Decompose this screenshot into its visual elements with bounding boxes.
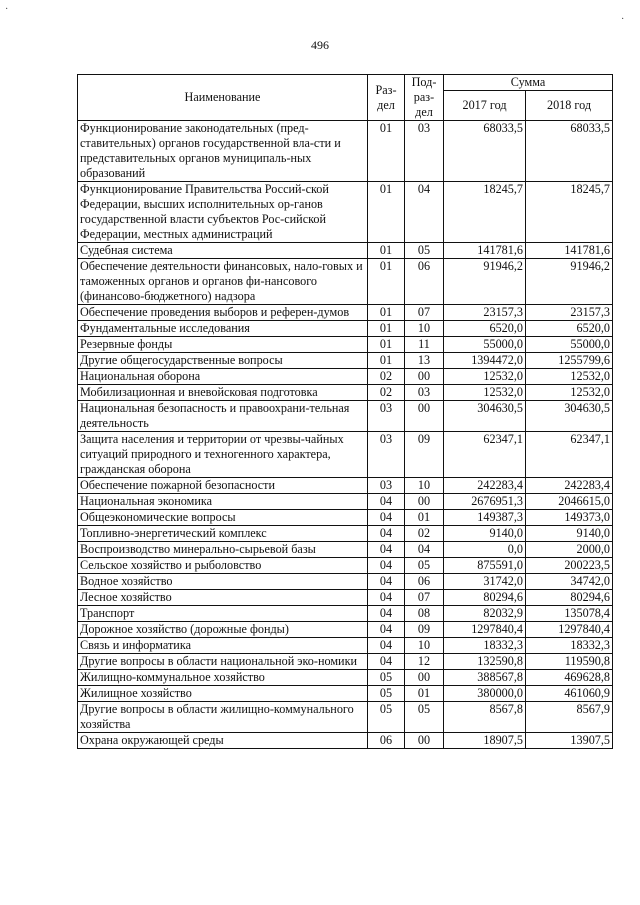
row-sum-2018: 149373,0 xyxy=(526,510,613,526)
row-sum-2017: 12532,0 xyxy=(444,369,526,385)
row-podrazdel: 08 xyxy=(405,606,444,622)
header-sum: Сумма xyxy=(444,75,613,91)
row-sum-2018: 2046615,0 xyxy=(526,494,613,510)
row-podrazdel: 05 xyxy=(405,702,444,733)
row-razdel: 01 xyxy=(368,121,405,182)
row-razdel: 03 xyxy=(368,432,405,478)
table-row xyxy=(78,478,613,494)
row-name: Мобилизационная и вневойсковая подготовка xyxy=(78,385,368,401)
row-name: Обеспечение пожарной безопасности xyxy=(78,478,368,494)
row-name: Дорожное хозяйство (дорожные фонды) xyxy=(78,622,368,638)
row-razdel: 01 xyxy=(368,182,405,243)
row-razdel: 04 xyxy=(368,638,405,654)
row-sum-2018: 1255799,6 xyxy=(526,353,613,369)
row-sum-2018: 304630,5 xyxy=(526,401,613,432)
row-razdel: 01 xyxy=(368,243,405,259)
row-name: Топливно-энергетический комплекс xyxy=(78,526,368,542)
table-row xyxy=(78,590,613,606)
row-podrazdel: 00 xyxy=(405,494,444,510)
row-sum-2018: 62347,1 xyxy=(526,432,613,478)
row-sum-2018: 12532,0 xyxy=(526,385,613,401)
row-sum-2017: 12532,0 xyxy=(444,385,526,401)
row-sum-2017: 62347,1 xyxy=(444,432,526,478)
row-sum-2018: 6520,0 xyxy=(526,321,613,337)
row-razdel: 05 xyxy=(368,686,405,702)
row-podrazdel: 10 xyxy=(405,321,444,337)
row-sum-2017: 31742,0 xyxy=(444,574,526,590)
table-row xyxy=(78,558,613,574)
table-row xyxy=(78,654,613,670)
row-podrazdel: 00 xyxy=(405,733,444,749)
table-row xyxy=(78,337,613,353)
row-razdel: 04 xyxy=(368,622,405,638)
table-row xyxy=(78,606,613,622)
row-name: Общеэкономические вопросы xyxy=(78,510,368,526)
row-razdel: 01 xyxy=(368,337,405,353)
table-row xyxy=(78,670,613,686)
row-sum-2018: 55000,0 xyxy=(526,337,613,353)
table-row xyxy=(78,401,613,432)
row-podrazdel: 01 xyxy=(405,510,444,526)
row-podrazdel: 04 xyxy=(405,542,444,558)
row-sum-2018: 80294,6 xyxy=(526,590,613,606)
table-row xyxy=(78,243,613,259)
row-name: Транспорт xyxy=(78,606,368,622)
row-sum-2017: 82032,9 xyxy=(444,606,526,622)
row-razdel: 01 xyxy=(368,353,405,369)
scan-mark: · xyxy=(621,14,625,25)
row-razdel: 01 xyxy=(368,305,405,321)
table-row xyxy=(78,259,613,305)
row-name: Национальная экономика xyxy=(78,494,368,510)
row-podrazdel: 00 xyxy=(405,670,444,686)
row-sum-2018: 461060,9 xyxy=(526,686,613,702)
table-row xyxy=(78,638,613,654)
row-sum-2018: 34742,0 xyxy=(526,574,613,590)
row-sum-2018: 469628,8 xyxy=(526,670,613,686)
row-sum-2017: 141781,6 xyxy=(444,243,526,259)
row-name: Воспроизводство минерально-сырьевой базы xyxy=(78,542,368,558)
row-sum-2018: 13907,5 xyxy=(526,733,613,749)
row-sum-2017: 18907,5 xyxy=(444,733,526,749)
table-row xyxy=(78,526,613,542)
row-sum-2017: 1297840,4 xyxy=(444,622,526,638)
row-podrazdel: 05 xyxy=(405,558,444,574)
row-sum-2017: 388567,8 xyxy=(444,670,526,686)
scan-mark: · xyxy=(5,4,9,15)
row-name: Другие общегосударственные вопросы xyxy=(78,353,368,369)
row-sum-2017: 68033,5 xyxy=(444,121,526,182)
header-year-2018: 2018 год xyxy=(526,91,613,121)
header-razdel: Раз-дел xyxy=(368,75,405,121)
row-razdel: 03 xyxy=(368,478,405,494)
row-sum-2018: 135078,4 xyxy=(526,606,613,622)
row-sum-2017: 9140,0 xyxy=(444,526,526,542)
table-row xyxy=(78,385,613,401)
table-row xyxy=(78,494,613,510)
row-name: Национальная оборона xyxy=(78,369,368,385)
row-podrazdel: 12 xyxy=(405,654,444,670)
row-sum-2017: 0,0 xyxy=(444,542,526,558)
row-name: Обеспечение проведения выборов и референ-думов xyxy=(78,305,368,321)
row-razdel: 05 xyxy=(368,670,405,686)
row-sum-2017: 304630,5 xyxy=(444,401,526,432)
budget-table xyxy=(77,74,613,749)
table-row xyxy=(78,182,613,243)
table-row xyxy=(78,542,613,558)
row-podrazdel: 05 xyxy=(405,243,444,259)
row-razdel: 04 xyxy=(368,590,405,606)
row-razdel: 02 xyxy=(368,385,405,401)
row-sum-2018: 242283,4 xyxy=(526,478,613,494)
row-name: Сельское хозяйство и рыболовство xyxy=(78,558,368,574)
table-row xyxy=(78,305,613,321)
row-sum-2018: 200223,5 xyxy=(526,558,613,574)
row-podrazdel: 09 xyxy=(405,622,444,638)
row-podrazdel: 06 xyxy=(405,259,444,305)
row-razdel: 06 xyxy=(368,733,405,749)
table-row xyxy=(78,510,613,526)
row-sum-2017: 6520,0 xyxy=(444,321,526,337)
row-razdel: 04 xyxy=(368,654,405,670)
table-row xyxy=(78,702,613,733)
row-name: Охрана окружающей среды xyxy=(78,733,368,749)
row-podrazdel: 06 xyxy=(405,574,444,590)
row-razdel: 04 xyxy=(368,574,405,590)
row-podrazdel: 11 xyxy=(405,337,444,353)
row-name: Судебная система xyxy=(78,243,368,259)
row-name: Фундаментальные исследования xyxy=(78,321,368,337)
table-row xyxy=(78,622,613,638)
row-podrazdel: 02 xyxy=(405,526,444,542)
row-sum-2018: 68033,5 xyxy=(526,121,613,182)
header-year-2017: 2017 год xyxy=(444,91,526,121)
row-podrazdel: 01 xyxy=(405,686,444,702)
table-row xyxy=(78,432,613,478)
table-row xyxy=(78,353,613,369)
row-podrazdel: 10 xyxy=(405,638,444,654)
row-name: Обеспечение деятельности финансовых, нало-говых и таможенных органов и органов фи-нансового (финансово-бюджетного) надзора xyxy=(78,259,368,305)
table-row xyxy=(78,369,613,385)
row-podrazdel: 13 xyxy=(405,353,444,369)
row-sum-2017: 55000,0 xyxy=(444,337,526,353)
row-podrazdel: 09 xyxy=(405,432,444,478)
row-name: Связь и информатика xyxy=(78,638,368,654)
row-sum-2018: 91946,2 xyxy=(526,259,613,305)
page-number: 496 xyxy=(311,38,329,52)
row-name: Национальная безопасность и правоохрани-тельная деятельность xyxy=(78,401,368,432)
row-razdel: 01 xyxy=(368,259,405,305)
row-sum-2017: 8567,8 xyxy=(444,702,526,733)
header-podrazdel: Под-раз-дел xyxy=(405,75,444,121)
row-razdel: 04 xyxy=(368,542,405,558)
row-sum-2018: 23157,3 xyxy=(526,305,613,321)
row-sum-2018: 119590,8 xyxy=(526,654,613,670)
header-name: Наименование xyxy=(78,75,368,121)
row-podrazdel: 03 xyxy=(405,121,444,182)
row-name: Функционирование Правительства Россий-ской Федерации, высших исполнительных ор-ганов государственной власти субъектов Рос-сийской Федерации, местных администраций xyxy=(78,182,368,243)
row-razdel: 01 xyxy=(368,321,405,337)
row-podrazdel: 07 xyxy=(405,590,444,606)
header-row xyxy=(78,75,613,91)
row-podrazdel: 03 xyxy=(405,385,444,401)
row-podrazdel: 00 xyxy=(405,401,444,432)
row-sum-2017: 242283,4 xyxy=(444,478,526,494)
row-razdel: 04 xyxy=(368,606,405,622)
row-sum-2018: 9140,0 xyxy=(526,526,613,542)
row-sum-2017: 23157,3 xyxy=(444,305,526,321)
row-name: Жилищное хозяйство xyxy=(78,686,368,702)
table-row xyxy=(78,121,613,182)
table-row xyxy=(78,321,613,337)
row-sum-2017: 18332,3 xyxy=(444,638,526,654)
table-row xyxy=(78,733,613,749)
row-razdel: 04 xyxy=(368,494,405,510)
row-sum-2017: 91946,2 xyxy=(444,259,526,305)
row-podrazdel: 00 xyxy=(405,369,444,385)
table-row xyxy=(78,574,613,590)
table-body xyxy=(78,121,613,749)
row-sum-2018: 8567,9 xyxy=(526,702,613,733)
row-podrazdel: 04 xyxy=(405,182,444,243)
row-name: Жилищно-коммунальное хозяйство xyxy=(78,670,368,686)
row-razdel: 04 xyxy=(368,510,405,526)
row-sum-2017: 18245,7 xyxy=(444,182,526,243)
row-sum-2017: 132590,8 xyxy=(444,654,526,670)
row-podrazdel: 10 xyxy=(405,478,444,494)
row-sum-2018: 18245,7 xyxy=(526,182,613,243)
row-sum-2018: 2000,0 xyxy=(526,542,613,558)
row-sum-2017: 149387,3 xyxy=(444,510,526,526)
row-podrazdel: 07 xyxy=(405,305,444,321)
row-razdel: 03 xyxy=(368,401,405,432)
row-razdel: 05 xyxy=(368,702,405,733)
row-name: Резервные фонды xyxy=(78,337,368,353)
row-name: Защита населения и территории от чрезвы-чайных ситуаций природного и техногенного характера, гражданская оборона xyxy=(78,432,368,478)
row-sum-2017: 80294,6 xyxy=(444,590,526,606)
row-name: Водное хозяйство xyxy=(78,574,368,590)
row-razdel: 04 xyxy=(368,558,405,574)
row-name: Лесное хозяйство xyxy=(78,590,368,606)
row-sum-2018: 12532,0 xyxy=(526,369,613,385)
row-sum-2017: 2676951,3 xyxy=(444,494,526,510)
row-sum-2018: 141781,6 xyxy=(526,243,613,259)
row-razdel: 02 xyxy=(368,369,405,385)
row-name: Другие вопросы в области национальной эко-номики xyxy=(78,654,368,670)
row-sum-2017: 380000,0 xyxy=(444,686,526,702)
row-razdel: 04 xyxy=(368,526,405,542)
table-row xyxy=(78,686,613,702)
row-sum-2018: 1297840,4 xyxy=(526,622,613,638)
row-sum-2018: 18332,3 xyxy=(526,638,613,654)
row-sum-2017: 875591,0 xyxy=(444,558,526,574)
row-name: Другие вопросы в области жилищно-коммунального хозяйства xyxy=(78,702,368,733)
row-name: Функционирование законодательных (пред-ставительных) органов государственной вла-сти и представительных органов муниципаль-ных образований xyxy=(78,121,368,182)
row-sum-2017: 1394472,0 xyxy=(444,353,526,369)
